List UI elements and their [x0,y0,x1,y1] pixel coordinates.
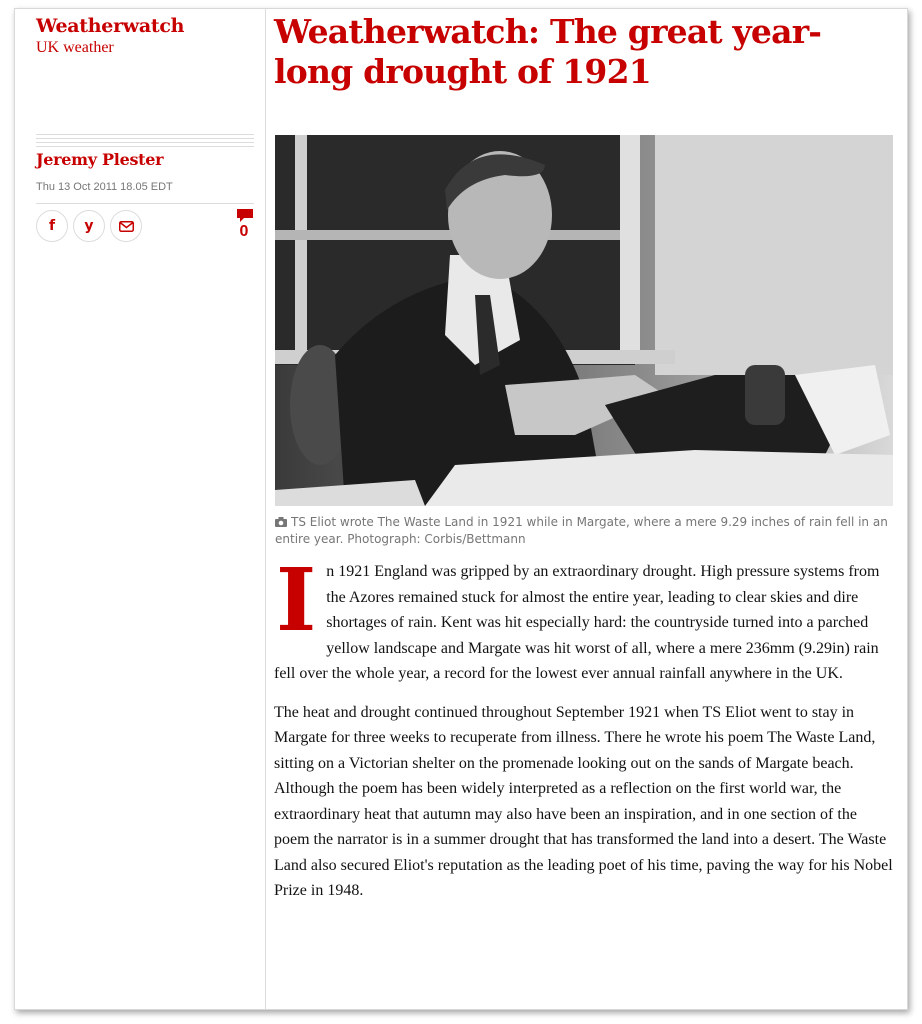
article-page [14,8,908,1010]
article-photo [275,135,893,506]
article-headline: Weatherwatch: The great year-long drought of 1921 [274,12,822,91]
divider-rules [36,134,254,148]
paragraph-1 [274,550,896,687]
email-icon [119,221,134,232]
publish-date: Thu 13 Oct 2011 18.05 EDT [36,181,173,193]
paragraph-1-text: n 1921 England was gripped by an extraordinary drought. High pressure systems from the Azores remained stuck for almost the entire year, leading to clear skies and dire shortages of rain. Kent was hit especially hard: the countryside turned into a parched yellow landscape and Margate was hit worst of all, where a mere 236mm (9.29in) rain fell over the whole year, a record for the lowest ever annual rainfall anywhere in the UK. [274,563,880,682]
photo-caption [275,514,895,548]
comment-count[interactable]: 0 [239,223,249,240]
caption-text: TS Eliot wrote The Waste Land in 1921 while in Margate, where a mere 9.29 inches of rain fell in an entire year. Photograph: Corbis/Bettmann [275,515,888,546]
share-twitter-button[interactable] [73,210,105,242]
camera-icon [275,517,287,527]
article-body [274,550,896,917]
section-link[interactable]: Weatherwatch [36,15,185,37]
left-meta-column [15,9,266,1009]
facebook-icon: f [48,218,56,234]
paragraph-2: The heat and drought continued throughout September 1921 when TS Eliot went to stay in Margate for three weeks to recuperate from illness. There he wrote his poem The Waste Land, sitting on a Victorian shelter on the promenade looking out on the sands of Margate beach. Although the poem has been widely interpreted as a reflection on the first world war, the extraordinary heat that autumn may also have been an inspiration, and in one section of the poem the narrator is in a summer drought that has transformed the land into a desert. The Waste Land also secured Eliot's reputation as the leading poet of his time, paving the way for his Nobel Prize in 1948. [274,703,893,899]
twitter-icon: y [84,218,94,234]
drop-cap: I [276,550,317,651]
share-email-button[interactable] [110,210,142,242]
share-facebook-button[interactable] [36,210,68,242]
author-link[interactable]: Jeremy Plester [36,150,164,169]
divider [36,203,254,204]
subsection-link[interactable]: UK weather [36,39,114,56]
comment-icon[interactable] [237,209,253,223]
